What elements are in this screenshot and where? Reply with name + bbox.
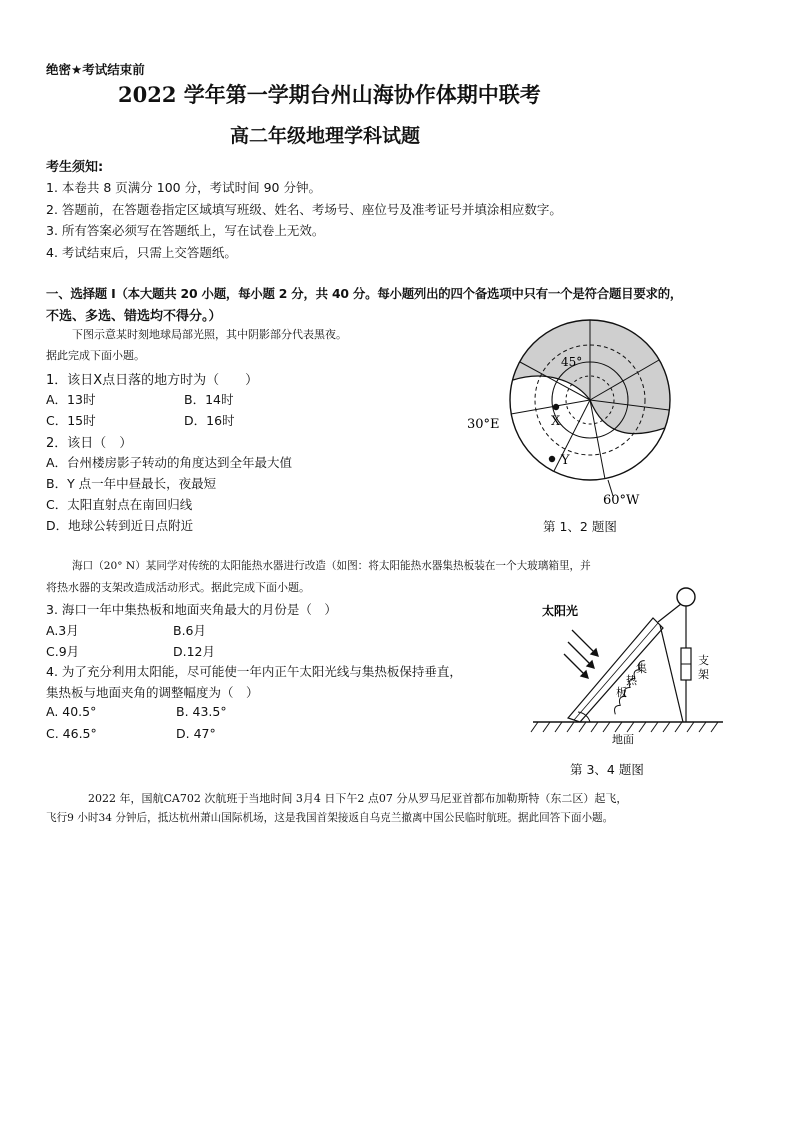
option-1b[interactable]: B．14时 bbox=[184, 392, 234, 407]
option-2b[interactable]: B．Y 点一年中昼最长，夜最短 bbox=[46, 476, 217, 491]
option-3d[interactable]: D.12月 bbox=[173, 644, 216, 659]
label-panel-3: 板 bbox=[616, 686, 627, 699]
group1-intro: 据此完成下面小题。 bbox=[46, 349, 145, 362]
support-strut bbox=[660, 625, 683, 722]
group3-intro: 飞行9 小时34 分钟后，抵达杭州萧山国际机场，这是我国首架接返自乌克兰撤离中国公民临时航班。据此回答下面小题。 bbox=[46, 812, 614, 824]
point-x bbox=[553, 404, 559, 410]
option-2a[interactable]: A．台州楼房影子转动的角度达到全年最大值 bbox=[46, 455, 293, 470]
exam-subtitle: 高二年级地理学科试题 bbox=[230, 125, 421, 147]
notice-heading: 考生须知: bbox=[46, 160, 104, 175]
question-2-stem: 2．该日（ ） bbox=[46, 436, 133, 451]
group2-intro: 将热水器的支架改造成活动形式。据此完成下面小题。 bbox=[46, 581, 310, 594]
option-1c[interactable]: C．15时 bbox=[46, 413, 96, 428]
label-support-2: 架 bbox=[698, 668, 709, 681]
sunlight-arrows bbox=[564, 630, 598, 678]
group2-intro: 海口（20° N）某同学对传统的太阳能热水器进行改造（如图：将太阳能热水器集热板装在一个大玻璃箱里，并 bbox=[72, 560, 591, 572]
notice-item: 4. 考试结束后，只需上交答题纸。 bbox=[46, 245, 237, 260]
figure-1-caption: 第 1、2 题图 bbox=[543, 519, 617, 534]
ground-hatching bbox=[531, 722, 718, 732]
notice-item: 1. 本卷共 8 页满分 100 分，考试时间 90 分钟。 bbox=[46, 180, 321, 195]
section-heading-cont: 不选、多选、错选均不得分。） bbox=[46, 309, 222, 324]
option-4b[interactable]: B. 43.5° bbox=[176, 704, 227, 719]
option-4a[interactable]: A. 40.5° bbox=[46, 704, 97, 719]
group1-intro: 下图示意某时刻地球局部光照，其中阴影部分代表黑夜。 bbox=[72, 328, 347, 341]
option-2c[interactable]: C．太阳直射点在南回归线 bbox=[46, 497, 193, 512]
question-4-stem-cont: 集热板与地面夹角的调整幅度为（ ） bbox=[46, 685, 259, 700]
notice-item: 3. 所有答案必须写在答题纸上，写在试卷上无效。 bbox=[46, 223, 325, 238]
label-panel-1: 集 bbox=[636, 662, 647, 675]
option-3c[interactable]: C.9月 bbox=[46, 644, 80, 659]
notice-item: 2. 答题前，在答题卷指定区域填写班级、姓名、考场号、座位号及准考证号并填涂相应数字。 bbox=[46, 202, 562, 217]
label-30e: 30°E bbox=[467, 417, 500, 432]
option-4c[interactable]: C. 46.5° bbox=[46, 726, 97, 741]
point-y bbox=[549, 456, 555, 462]
figure-2-caption: 第 3、4 题图 bbox=[570, 762, 644, 777]
option-3b[interactable]: B.6月 bbox=[173, 623, 207, 638]
label-x: X bbox=[551, 414, 561, 429]
confidential-mark: 绝密★考试结束前 bbox=[46, 62, 145, 77]
option-3a[interactable]: A.3月 bbox=[46, 623, 79, 638]
pulley-wheel bbox=[677, 588, 695, 606]
section-heading: 一、选择题 I（本大题共 20 小题，每小题 2 分，共 40 分。每小题列出的四个备选项中只有一个是符合题目要求的， bbox=[46, 286, 683, 301]
label-support-1: 支 bbox=[698, 654, 709, 667]
option-1d[interactable]: D．16时 bbox=[184, 413, 235, 428]
question-1-stem: 1．该日X点日落的地方时为（ ） bbox=[46, 373, 259, 388]
label-y: Y bbox=[561, 453, 570, 468]
illumination-diagram bbox=[465, 310, 705, 520]
option-1a[interactable]: A．13时 bbox=[46, 392, 96, 407]
option-4d[interactable]: D. 47° bbox=[176, 726, 216, 741]
question-4-stem: 4. 为了充分利用太阳能，尽可能使一年内正午太阳光线与集热板保持垂直， bbox=[46, 664, 462, 679]
label-60w: 60°W bbox=[603, 493, 640, 508]
group3-intro: 2022 年，国航CA702 次航班于当地时间 3月4 日下午2 点07 分从罗马尼亚首都布加勒斯特（东二区）起飞， bbox=[88, 792, 628, 805]
exam-title: 2022 学年第一学期台州山海协作体期中联考 bbox=[118, 82, 541, 107]
label-sunlight: 太阳光 bbox=[542, 604, 579, 618]
label-panel-2: 热 bbox=[626, 674, 637, 687]
solar-heater-diagram bbox=[528, 580, 728, 760]
question-3-stem: 3. 海口一年中集热板和地面夹角最大的月份是（ ） bbox=[46, 602, 337, 617]
label-45: 45° bbox=[561, 355, 583, 369]
label-ground: 地面 bbox=[612, 733, 634, 746]
option-2d[interactable]: D．地球公转到近日点附近 bbox=[46, 518, 194, 533]
